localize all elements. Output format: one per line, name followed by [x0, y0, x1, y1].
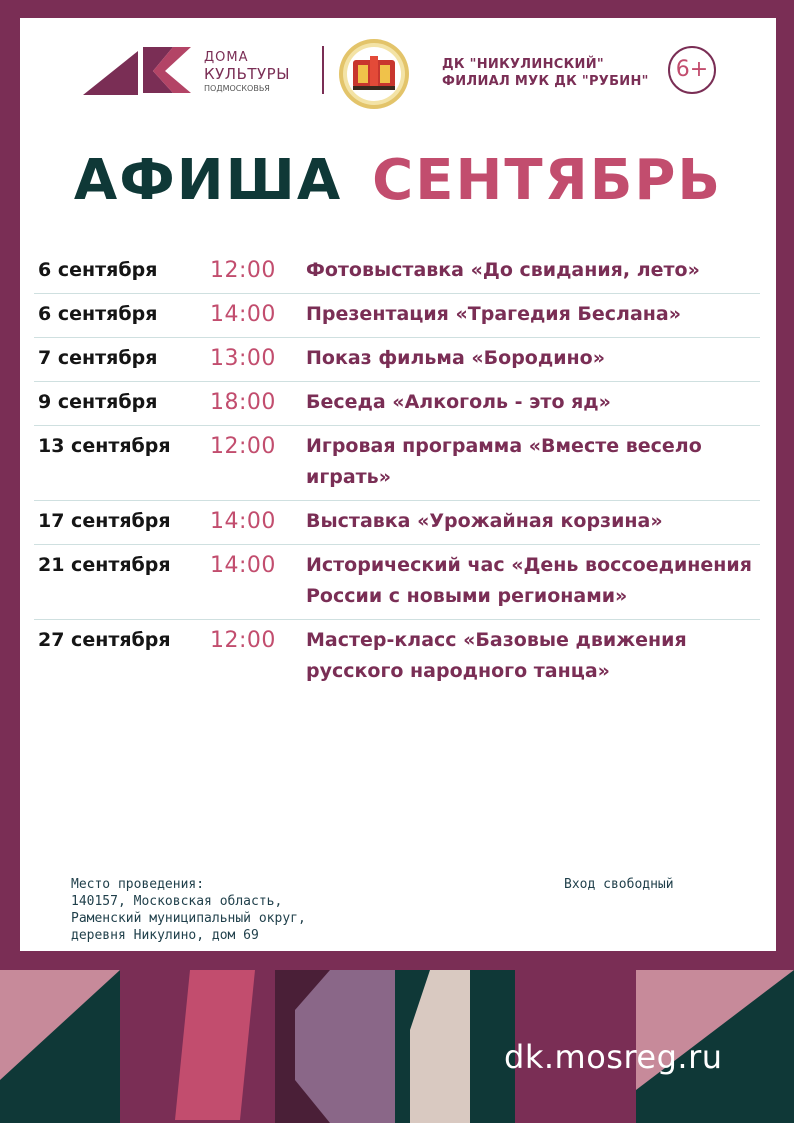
- org-line-1: ДК "НИКУЛИНСКИЙ": [442, 57, 604, 72]
- event-title: Фотовыставка «До свидания, лето»: [306, 259, 700, 281]
- event-title: Выставка «Урожайная корзина»: [306, 510, 663, 532]
- event-title: Показ фильма «Бородино»: [306, 347, 605, 369]
- event-schedule: [34, 250, 760, 694]
- org-line-2: ФИЛИАЛ МУК ДК "РУБИН": [442, 74, 649, 89]
- event-time: 14:00: [210, 302, 276, 327]
- event-date: 17 сентября: [38, 510, 171, 532]
- event-title: Игровая программа «Вместе весело играть»: [306, 435, 702, 488]
- age-rating-badge: 6+: [668, 46, 716, 94]
- event-date: 21 сентября: [38, 554, 171, 576]
- page-title: [20, 146, 776, 216]
- event-date: 6 сентября: [38, 259, 158, 281]
- table-row: [34, 294, 760, 338]
- organization-name: [442, 56, 649, 90]
- event-title: Исторический час «День воссоединения России с новыми регионами»: [306, 554, 752, 607]
- event-date: 7 сентября: [38, 347, 158, 369]
- free-entry-note: Вход свободный: [564, 877, 674, 892]
- poster-card: [20, 18, 776, 951]
- dk-logo-mark-icon: [83, 45, 193, 95]
- event-time: 12:00: [210, 258, 276, 283]
- event-time: 18:00: [210, 390, 276, 415]
- event-time: 13:00: [210, 346, 276, 371]
- event-time: 12:00: [210, 628, 276, 653]
- table-row: [34, 250, 760, 294]
- logo-line-3: ПОДМОСКОВЬЯ: [204, 84, 270, 93]
- website-link[interactable]: dk.mosreg.ru: [504, 1038, 723, 1076]
- table-row: [34, 545, 760, 620]
- table-row: [34, 501, 760, 545]
- title-word-afisha: АФИША: [73, 148, 343, 213]
- event-title: Презентация «Трагедия Беслана»: [306, 303, 682, 325]
- table-row: [34, 620, 760, 694]
- event-date: 9 сентября: [38, 391, 158, 413]
- event-time: 12:00: [210, 434, 276, 459]
- table-row: [34, 338, 760, 382]
- table-row: [34, 426, 760, 501]
- event-date: 6 сентября: [38, 303, 158, 325]
- table-row: [34, 382, 760, 426]
- event-time: 14:00: [210, 509, 276, 534]
- dk-rubin-emblem-icon: [338, 38, 410, 110]
- logo-line-1: ДОМА: [204, 50, 249, 65]
- dk-logo-text: [204, 50, 290, 95]
- logo-line-2: КУЛЬТУРЫ: [204, 65, 290, 83]
- event-time: 14:00: [210, 553, 276, 578]
- event-date: 27 сентября: [38, 629, 171, 651]
- event-date: 13 сентября: [38, 435, 171, 457]
- event-title: Мастер-класс «Базовые движения русского народного танца»: [306, 629, 687, 682]
- title-word-month: СЕНТЯБРЬ: [372, 148, 723, 213]
- venue-address: Место проведения: 140157, Московская область, Раменский муниципальный округ, деревня Никулино, дом 69: [71, 877, 306, 943]
- header-divider: [322, 46, 324, 94]
- event-title: Беседа «Алкоголь - это яд»: [306, 391, 611, 413]
- poster-header: [20, 18, 776, 118]
